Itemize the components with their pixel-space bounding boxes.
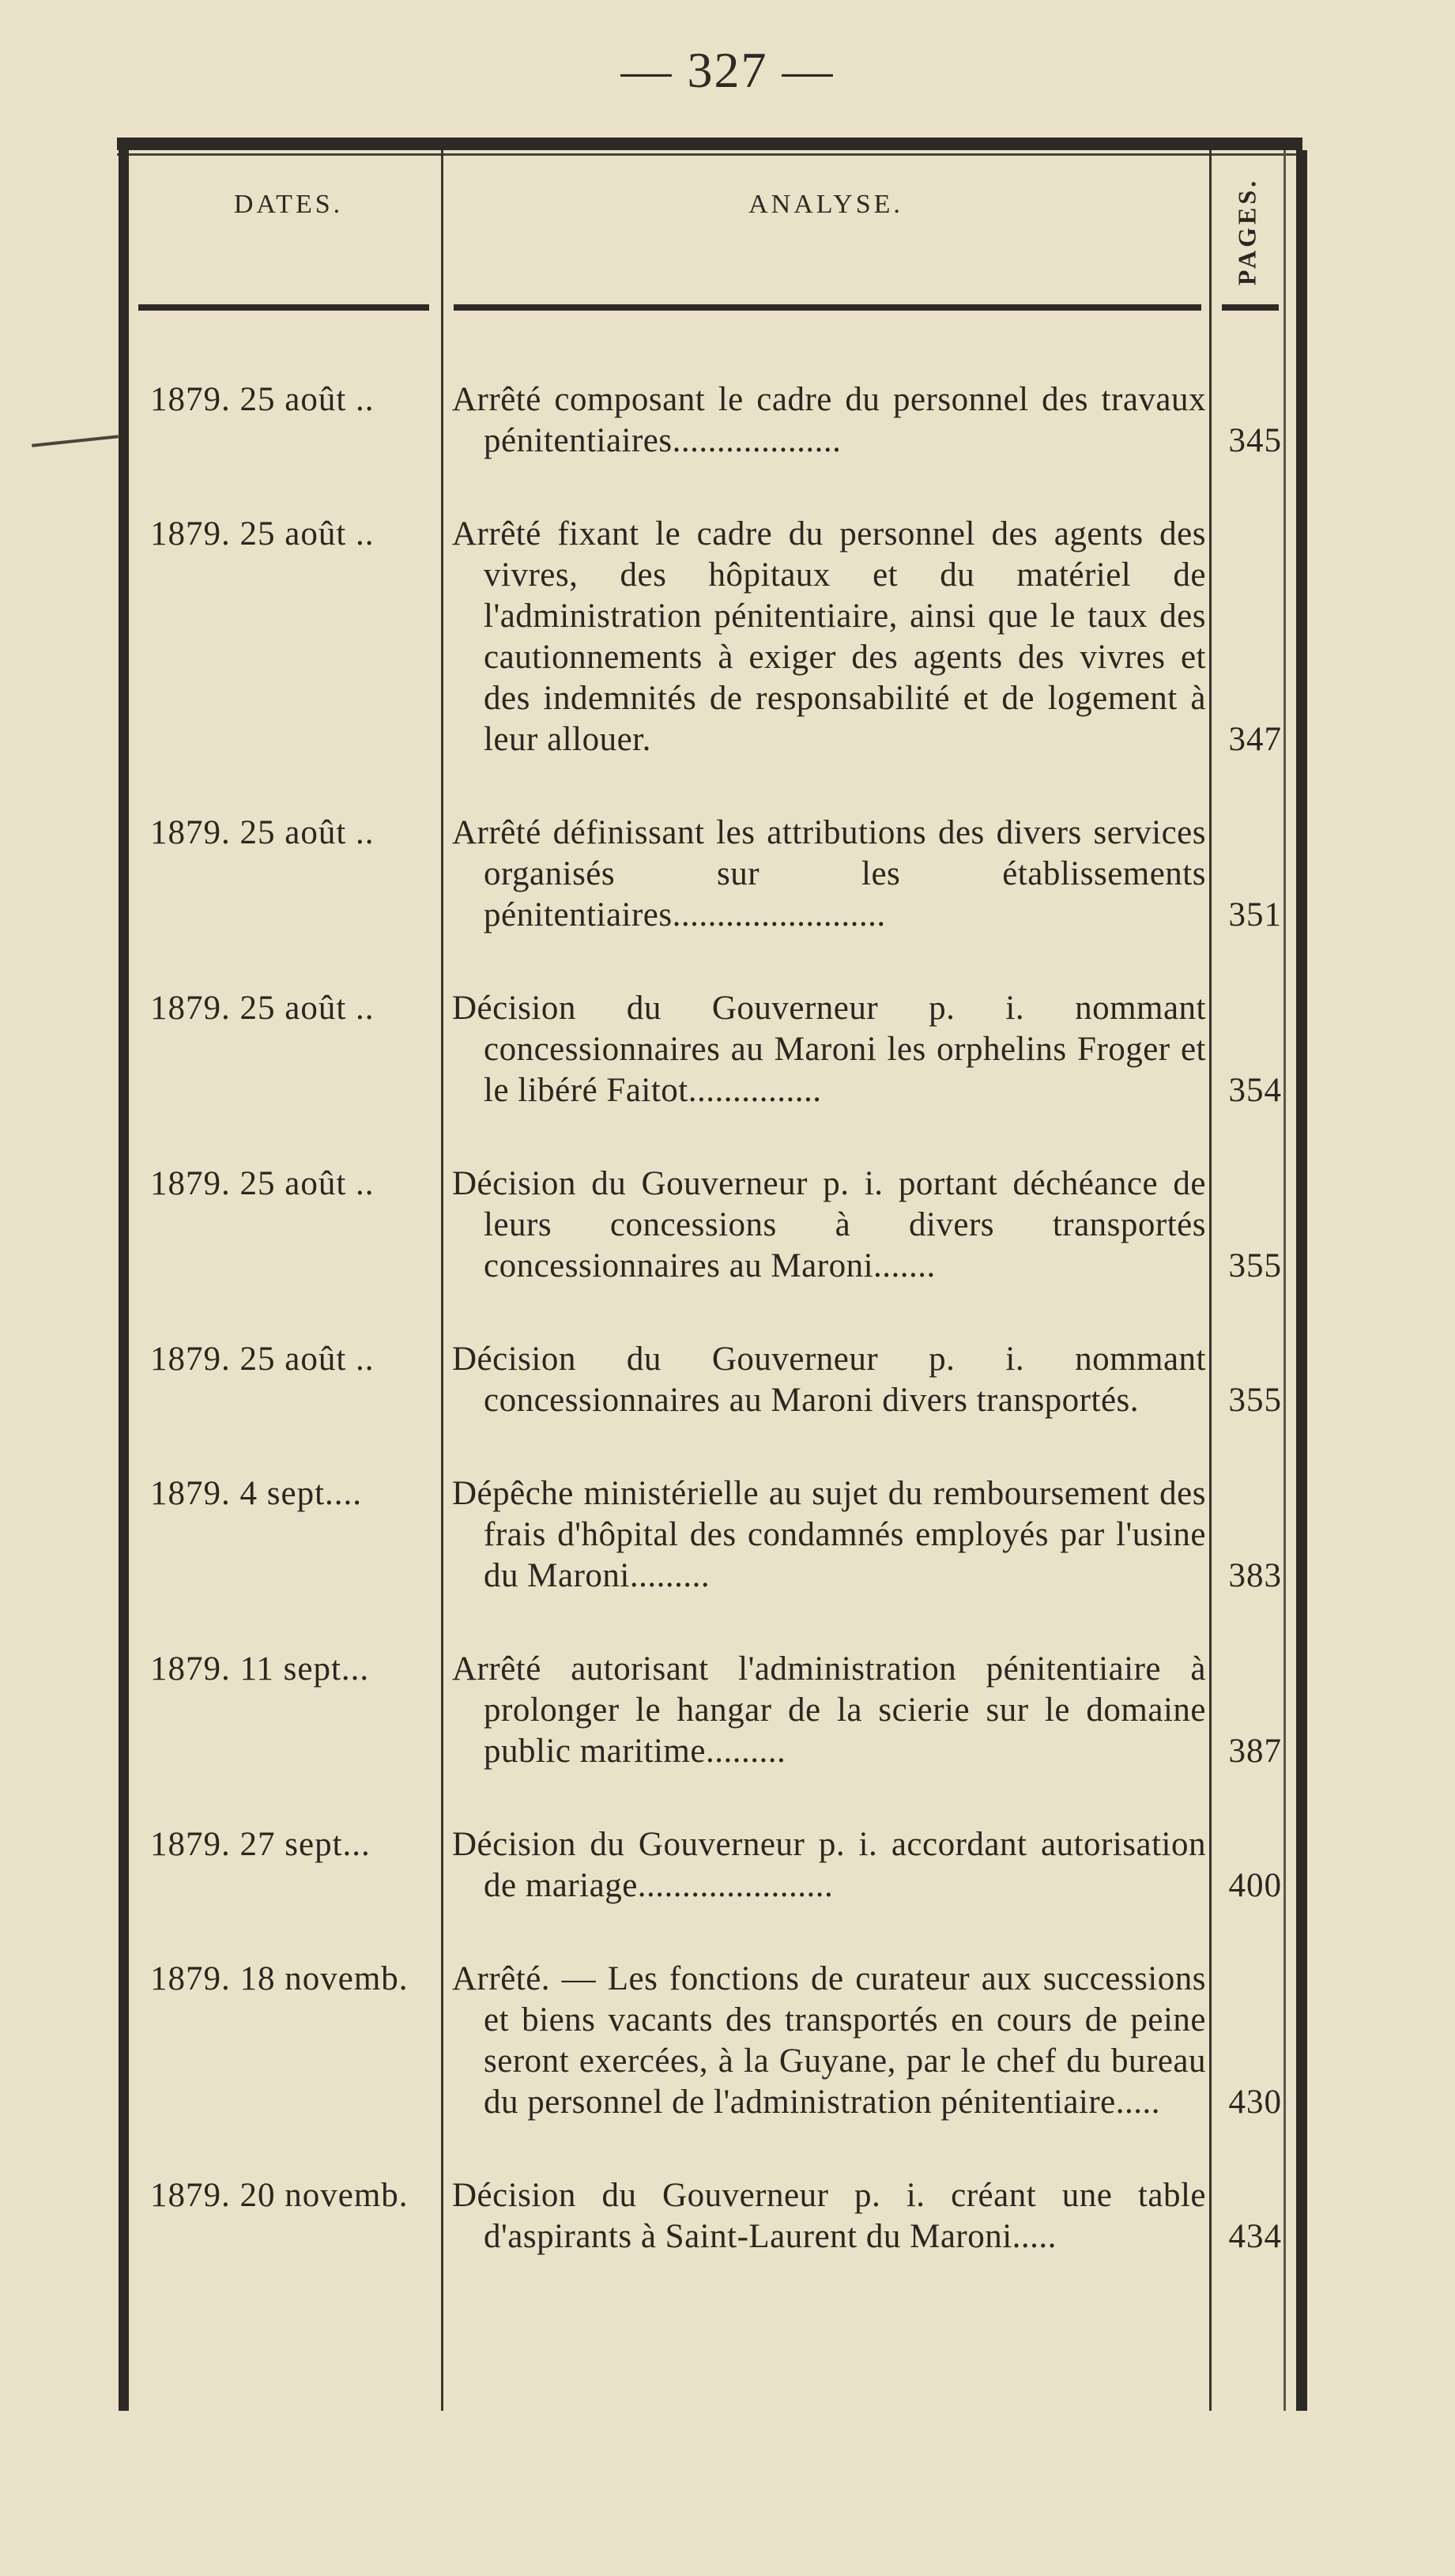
page-number: — 327 —	[620, 42, 835, 98]
table-row	[0, 1164, 1455, 1287]
entry-date: 1879. 27 sept...	[150, 1826, 371, 1863]
entry-analysis: Décision du Gouverneur p. i. accordant autorisation de mariage......................	[452, 1826, 1206, 1904]
top-rule	[117, 138, 1302, 150]
entry-page: 434	[1228, 2218, 1282, 2255]
table-row	[0, 988, 1455, 1111]
entry-page: 347	[1228, 721, 1282, 758]
table-row	[0, 379, 1455, 462]
table-row	[0, 1649, 1455, 1772]
entry-analysis: Décision du Gouverneur p. i. portant déchéance de leurs concessions à divers transportés concessionnaires au Maroni.......	[452, 1165, 1206, 1284]
table-row	[0, 813, 1455, 936]
entry-page: 351	[1228, 896, 1282, 933]
entry-page: 387	[1228, 1733, 1282, 1770]
entry-analysis: Décision du Gouverneur p. i. créant une table d'aspirants à Saint-Laurent du Maroni.....	[452, 2177, 1206, 2255]
entry-analysis: Arrêté autorisant l'administration pénitentiaire à prolonger le hangar de la scierie sur le domaine public maritime.........	[452, 1650, 1206, 1770]
header-rule-analyse	[454, 304, 1201, 311]
entry-page: 383	[1228, 1557, 1282, 1594]
header-pages-label: PAGES.	[1232, 177, 1261, 285]
top-rule-thin	[117, 153, 1302, 156]
table-row	[0, 1473, 1455, 1597]
entry-date: 1879. 25 août ..	[150, 814, 375, 851]
table-row	[0, 1959, 1455, 2123]
entry-date: 1879. 25 août ..	[150, 1165, 375, 1202]
header-dates: DATES.	[233, 190, 344, 219]
entry-date: 1879. 20 novemb.	[150, 2177, 409, 2214]
header-pages	[1213, 162, 1280, 300]
table-row	[0, 1824, 1455, 1907]
entry-page: 400	[1228, 1867, 1282, 1904]
entry-analysis: Arrêté fixant le cadre du personnel des agents des vivres, des hôpitaux et du matériel de l'administration pénitentiaire, ainsi que le taux des cautionnements à exiger des agents des vivres et des indemnités de responsabilité et de logement à leur allouer.	[452, 515, 1206, 758]
entry-page: 345	[1228, 422, 1282, 459]
entry-date: 1879. 25 août ..	[150, 381, 375, 418]
header-analyse: ANALYSE.	[748, 190, 903, 219]
header-rule-dates	[138, 304, 429, 311]
entry-page: 354	[1228, 1072, 1282, 1109]
table-row	[0, 2175, 1455, 2257]
entry-analysis: Arrêté composant le cadre du personnel des travaux pénitentiaires...................	[452, 381, 1206, 459]
entry-analysis: Arrêté. — Les fonctions de curateur aux successions et biens vacants des transportés en cours de peine seront exercées, à la Guyane, par le chef du bureau du personnel de l'administration pénitentiaire.....	[452, 1960, 1206, 2121]
entry-analysis: Dépêche ministérielle au sujet du remboursement des frais d'hôpital des condamnés employés par l'usine du Maroni.........	[452, 1475, 1206, 1594]
header-rule-pages	[1222, 304, 1279, 311]
entry-page: 355	[1228, 1382, 1282, 1419]
entry-date: 1879. 11 sept...	[150, 1650, 370, 1688]
table-row	[0, 514, 1455, 760]
entry-analysis: Décision du Gouverneur p. i. nommant concessionnaires au Maroni les orphelins Froger et le libéré Faitot...............	[452, 990, 1206, 1109]
entry-date: 1879. 25 août ..	[150, 1341, 375, 1378]
table-row	[0, 1339, 1455, 1421]
entry-analysis: Arrêté définissant les attributions des divers services organisés sur les établissements pénitentiaires........................	[452, 814, 1206, 933]
entry-date: 1879. 25 août ..	[150, 990, 375, 1027]
entry-page: 355	[1228, 1247, 1282, 1284]
entry-date: 1879. 18 novemb.	[150, 1960, 409, 1997]
entry-page: 430	[1228, 2084, 1282, 2121]
entry-analysis: Décision du Gouverneur p. i. nommant concessionnaires au Maroni divers transportés.	[452, 1341, 1206, 1419]
entry-date: 1879. 25 août ..	[150, 515, 375, 553]
entries-table	[0, 379, 1455, 2310]
entry-date: 1879. 4 sept....	[150, 1475, 363, 1512]
